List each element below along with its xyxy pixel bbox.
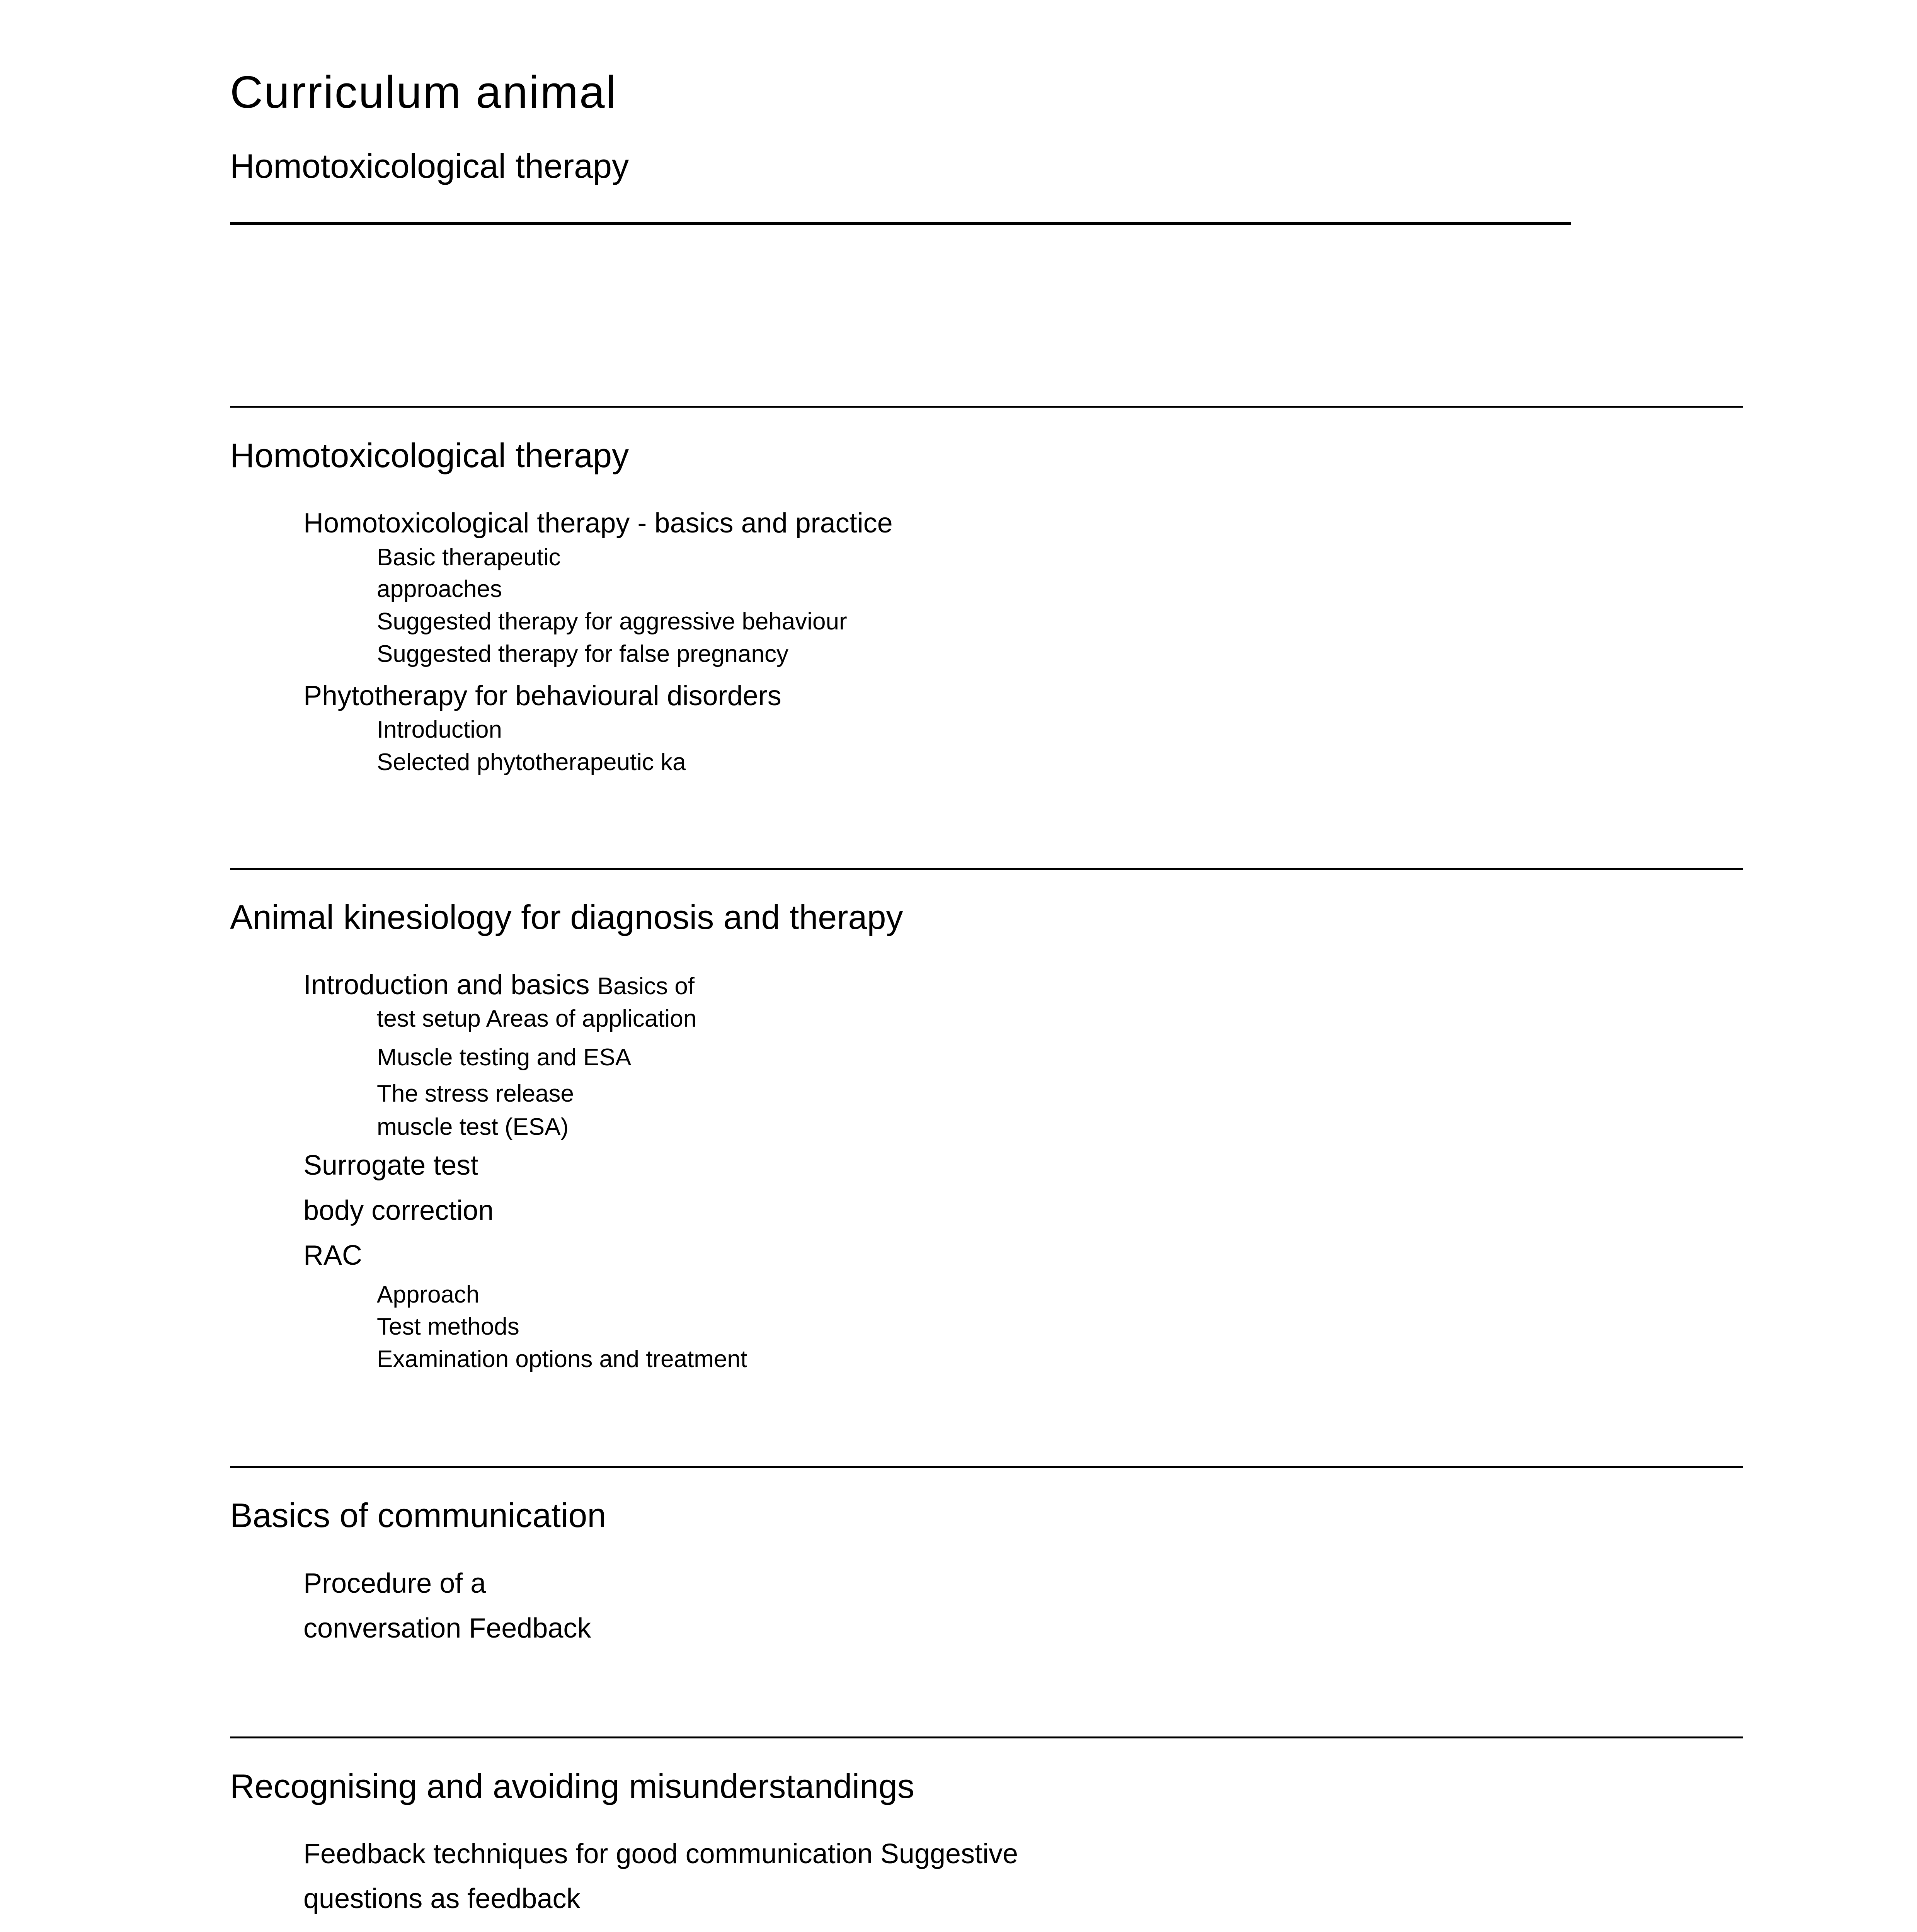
section-item: Homotoxicological therapy - basics and practice — [303, 508, 893, 539]
section-subitem: Examination options and treatment — [377, 1346, 747, 1372]
section-divider — [230, 868, 1743, 870]
section-item-inline: Basics of — [597, 973, 695, 1000]
section-subitem: Test methods — [377, 1313, 519, 1340]
section-subitem: approaches — [377, 576, 502, 602]
section-item: Surrogate test — [303, 1150, 478, 1181]
section-subitem: Suggested therapy for aggressive behaviour — [377, 608, 847, 635]
section-divider — [230, 406, 1743, 408]
section-item: Muscle testing and ESA — [377, 1044, 632, 1071]
document-title: Curriculum animal — [230, 67, 617, 118]
section-subitem: muscle test (ESA) — [377, 1114, 569, 1140]
section-subitem: Basic therapeutic — [377, 544, 561, 571]
section-title: Homotoxicological therapy — [230, 436, 629, 474]
section-subitem: test setup Areas of application — [377, 1005, 697, 1032]
section-subitem: The stress release — [377, 1080, 574, 1107]
section-title: Basics of communication — [230, 1496, 606, 1534]
section-subitem: Approach — [377, 1281, 480, 1308]
section-subitem: Introduction — [377, 716, 502, 743]
section-item: Procedure of a — [303, 1568, 486, 1599]
section-item: Feedback techniques for good communication Suggestive — [303, 1838, 1018, 1869]
section-item: questions as feedback — [303, 1883, 581, 1914]
section-item: Phytotherapy for behavioural disorders — [303, 680, 781, 711]
section-divider — [230, 1736, 1743, 1738]
header-divider — [230, 222, 1571, 225]
section-title: Recognising and avoiding misunderstandings — [230, 1767, 914, 1805]
section-item: body correction — [303, 1195, 494, 1226]
section-divider — [230, 1466, 1743, 1468]
section-item-label: Introduction and basics — [303, 969, 590, 1000]
section-subitem: Selected phytotherapeutic ka — [377, 749, 686, 776]
document-subtitle: Homotoxicological therapy — [230, 147, 629, 185]
section-item: conversation Feedback — [303, 1613, 591, 1644]
section-subitem: Suggested therapy for false pregnancy — [377, 641, 789, 667]
section-title: Animal kinesiology for diagnosis and therapy — [230, 898, 903, 936]
section-item — [303, 971, 695, 999]
section-item: RAC — [303, 1240, 363, 1271]
